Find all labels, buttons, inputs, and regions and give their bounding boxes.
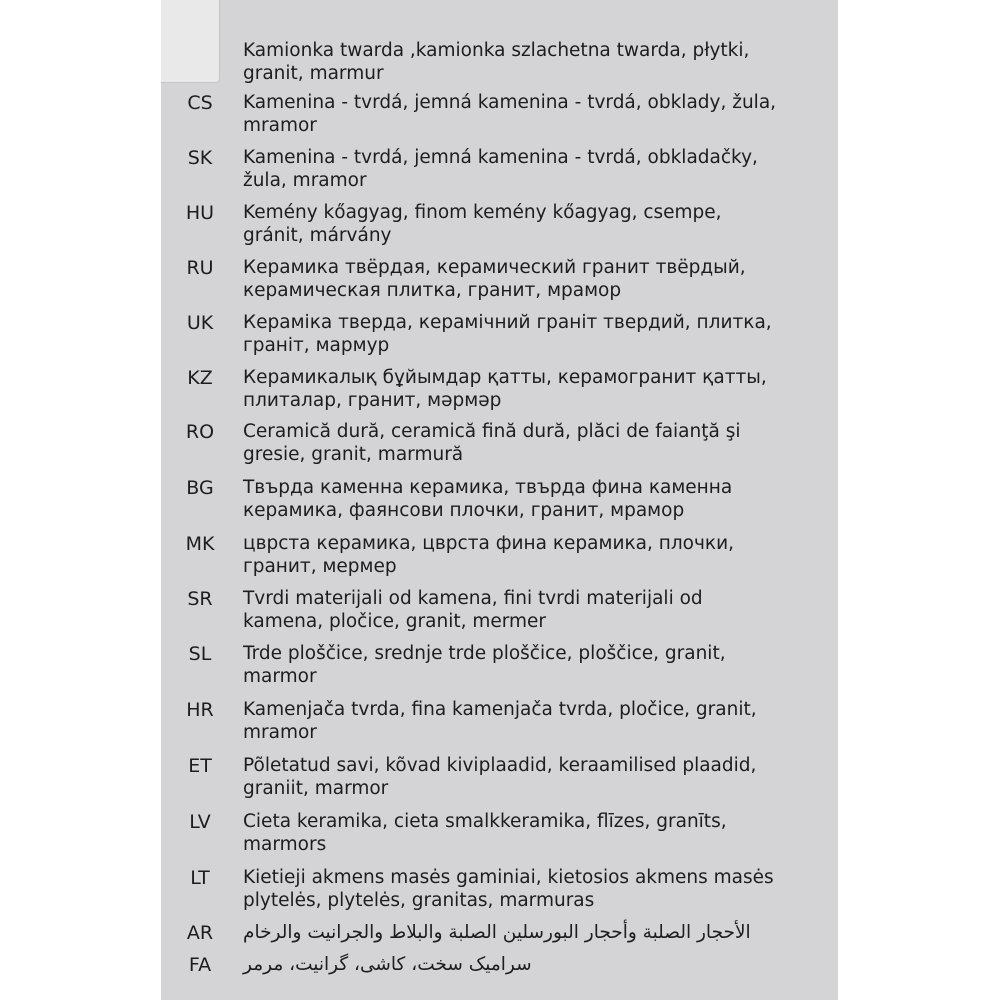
language-text: Керамикалық бұйымдар қатты, керамогранит қатты, плиталар, гранит, мәрмәр [243, 367, 767, 411]
language-text: Kamenina - tvrdá, jemná kamenina - tvrdá, obkladačky, žula, mramor [243, 147, 758, 191]
language-text: Kietieji akmens masės gaminiai, kietosios akmens masės plytelės, plytelės, granitas, marmuras [243, 867, 774, 911]
language-code: MK [185, 533, 215, 555]
language-code: SL [188, 643, 212, 665]
language-text: Ceramică dură, ceramică fină dură, plăci de faianţă şi gresie, granit, marmură [243, 421, 741, 465]
language-code: RO [185, 421, 215, 443]
language-text: Kemény kőagyag, finom kemény kőagyag, csempe, gránit, márvány [243, 202, 722, 246]
language-text: Кераміка тверда, керамічний граніт твердий, плитка, граніт, мармур [243, 312, 772, 356]
language-code: FA [188, 954, 212, 976]
language-text: سرامیک سخت، کاشی، گرانیت، مرمر [243, 954, 532, 975]
language-code: UK [186, 312, 214, 334]
language-code: ET [188, 755, 212, 777]
language-code: LV [189, 811, 211, 833]
language-text: цврста керамика, цврста фина керамика, плочки, гранит, мермер [243, 533, 734, 577]
language-text: Твърда каменна керамика, твърда фина каменна керамика, фаянсови плочки, гранит, мрамор [243, 477, 733, 521]
language-code: BG [186, 477, 214, 499]
language-code: HU [185, 202, 215, 224]
language-code: RU [186, 257, 214, 279]
language-text: Kamionka twarda ,kamionka szlachetna twarda, płytki, granit, marmur [243, 40, 750, 84]
language-text: Cieta keramika, cieta smalkkeramika, flīzes, granīts, marmors [243, 811, 727, 855]
document-page [161, 0, 838, 1000]
language-code: LT [190, 867, 210, 889]
language-code: SK [187, 147, 213, 169]
language-text: Tvrdi materijali od kamena, fini tvrdi materijali od kamena, pločice, granit, mermer [243, 588, 703, 632]
language-code: SR [187, 588, 213, 610]
language-text: Керамика твёрдая, керамический гранит твёрдый, керамическая плитка, гранит, мрамор [243, 257, 746, 301]
language-text: الأحجار الصلبة وأحجار البورسلين الصلبة والبلاط والجرانيت والرخام [243, 922, 751, 943]
language-text: Kamenjača tvrda, fina kamenjača tvrda, pločice, granit, mramor [243, 699, 757, 743]
language-text: Kamenina - tvrdá, jemná kamenina - tvrdá, obklady, žula, mramor [243, 92, 777, 136]
language-code: AR [186, 922, 214, 944]
language-code: KZ [187, 367, 213, 389]
page-corner-tab [161, 0, 220, 83]
language-text: Trde ploščice, srednje trde ploščice, ploščice, granit, marmor [243, 643, 726, 687]
language-text: Põletatud savi, kõvad kiviplaadid, keraamilised plaadid, graniit, marmor [243, 755, 757, 799]
language-code: HR [186, 699, 214, 721]
language-code: CS [187, 92, 213, 114]
